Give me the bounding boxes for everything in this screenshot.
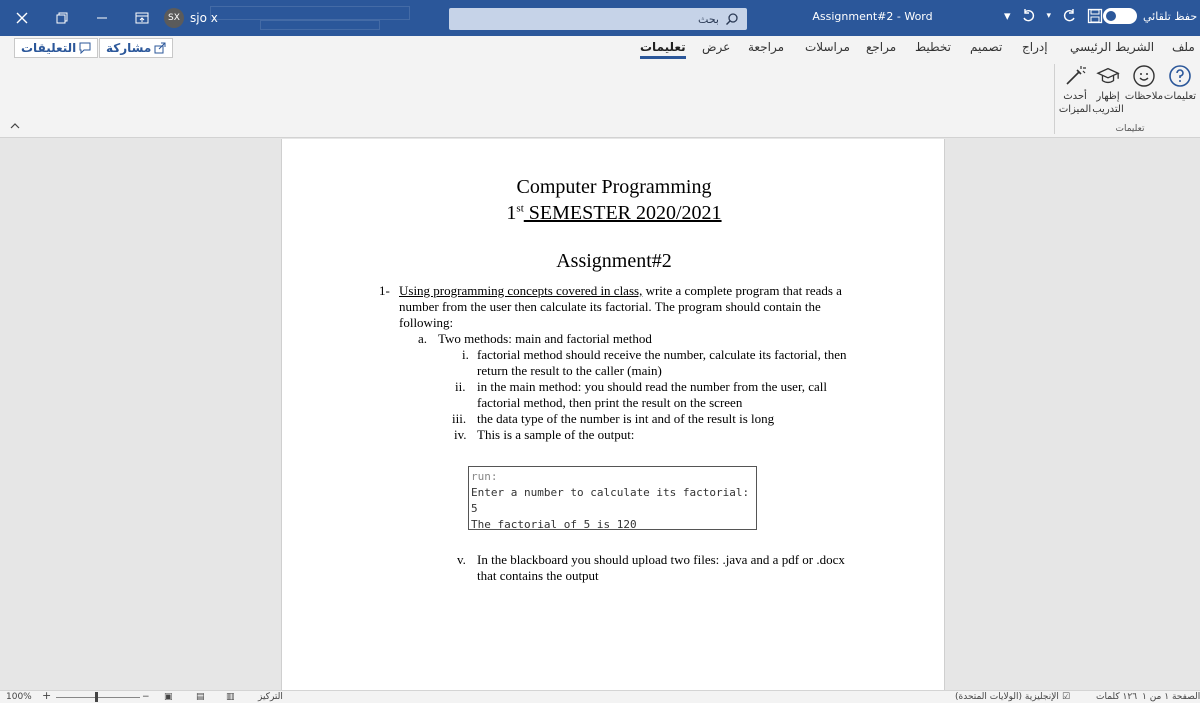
item-ii-line1: in the main method: you should read the number from the user, call [477,379,828,394]
quick-access-toolbar [1004,8,1103,24]
item-i-line1: factorial method should receive the number, calculate its factorial, then [477,347,847,362]
ribbon-display-options-button[interactable] [124,0,160,36]
feedback-label: ملاحظات [1124,91,1164,102]
comment-icon [79,42,91,54]
doc-title-line2 [282,202,946,225]
semester-text: SEMESTER 2020/2021 [523,202,722,224]
tab-layout[interactable]: تخطيط [915,40,951,54]
tab-file[interactable]: ملف [1172,40,1195,54]
close-button[interactable] [0,0,44,36]
tab-home[interactable]: الشريط الرئيسي [1070,40,1155,54]
tab-insert[interactable]: إدراج [1022,40,1048,54]
decorative-pattern [260,20,380,30]
document-page[interactable] [281,139,945,690]
ribbon-tabs [0,36,1200,60]
collapse-ribbon-button[interactable] [10,120,20,133]
save-icon[interactable] [1087,8,1103,24]
undo-icon[interactable] [1021,9,1037,23]
question-line-1 [399,283,842,299]
word-count[interactable]: ١٢٦ كلمات [1096,692,1138,702]
focus-button[interactable]: التركيز [258,692,283,702]
page-number[interactable]: الصفحة ١ من ١ [1142,692,1200,702]
item-i-label: i. [462,347,469,362]
proofing-icon[interactable]: ☑ [1062,692,1071,702]
question-number: 1- [379,283,390,298]
semester-ordinal: 1 [506,202,517,224]
chevron-up-icon [10,122,20,130]
item-iv-text: This is a sample of the output: [477,427,635,442]
semester-ordinal-suffix: st [516,202,524,215]
customize-qat-icon[interactable]: ▾ [1004,8,1011,24]
code-line: run: [471,470,498,483]
item-iii-label: iii. [452,411,467,426]
question-line-1-rest: write a complete program that reads a [642,283,842,298]
autosave-label: حفظ تلقائي [1143,9,1198,23]
share-label: مشاركة [106,41,152,55]
tab-review[interactable]: مراجعة [748,40,785,54]
account-button[interactable] [164,8,218,28]
item-v-line1: In the blackboard you should upload two files: .java and a pdf or .docx [477,552,845,567]
search-icon [725,12,739,26]
ribbon-panel [0,60,1200,138]
code-line: 5 [471,502,478,515]
whats-new-icon [1063,64,1087,88]
question-underlined: Using programming concepts covered in class, [399,283,643,298]
undo-dropdown-icon[interactable]: ▾ [1046,11,1052,21]
minimize-icon [96,12,108,24]
item-iii-text: the data type of the number is int and of the result is long [477,411,775,426]
zoom-out-button[interactable]: − [142,692,150,702]
share-button[interactable] [99,38,173,58]
group-separator [1054,64,1055,134]
print-layout-icon[interactable]: ▤ [196,692,205,702]
item-i-line2: return the result to the caller (main) [477,363,662,378]
code-line: The factorial of 5 is 120 [471,518,637,531]
zoom-in-button[interactable]: + [42,690,52,702]
help-icon [1168,64,1192,88]
restore-button[interactable] [44,0,80,36]
redo-icon[interactable] [1061,9,1077,23]
share-icon [154,42,166,54]
decorative-pattern [210,6,410,20]
close-icon [15,11,29,25]
whats-new-label: أحدث الميزات [1058,91,1092,115]
document-title: Assignment#2 - Word [812,10,933,23]
item-ii-label: ii. [455,379,466,394]
restore-icon [56,12,68,24]
feedback-smiley-icon [1132,64,1156,88]
item-v-label: v. [457,552,466,567]
show-training-label: إظهار التدريب [1092,91,1124,115]
whats-new-button[interactable] [1055,64,1095,116]
title-bar [0,0,1200,36]
read-mode-icon[interactable]: ▥ [226,692,235,702]
status-bar [0,690,1200,703]
tab-mailings[interactable]: مراسلات [805,40,850,54]
item-a-label: a. [418,331,428,346]
web-layout-icon[interactable]: ▣ [164,692,173,702]
help-button[interactable] [1160,64,1200,103]
code-line: Enter a number to calculate its factorial: [471,486,750,499]
item-a-text: Two methods: main and factorial method [438,331,652,346]
tab-view[interactable]: عرض [702,40,731,54]
assignment-heading: Assignment#2 [556,250,672,272]
feedback-button[interactable] [1124,64,1164,103]
item-v-line2: that contains the output [477,568,599,583]
autosave-toggle[interactable] [1103,8,1197,24]
minimize-button[interactable] [84,0,120,36]
question-line-3: following: [399,315,454,330]
tab-help[interactable]: تعليمات [640,40,686,54]
item-ii-line2: factorial method, then print the result on the screen [477,395,743,410]
tab-references[interactable]: مراجع [866,40,897,54]
comments-button[interactable] [14,38,98,58]
ribbon-display-icon [135,12,149,24]
toggle-switch[interactable] [1103,8,1137,24]
document-canvas[interactable] [0,139,1200,690]
comments-label: التعليقات [21,41,77,55]
user-name: sjo x [190,11,218,25]
doc-title-line1: Computer Programming [516,176,712,198]
search-box[interactable] [449,8,747,30]
search-label: بحث [698,12,719,26]
item-iv-label: iv. [454,427,467,442]
tab-design[interactable]: تصميم [970,40,1003,54]
sample-output-box [468,466,757,530]
avatar: SX [164,8,184,28]
question-line-2: number from the user then calculate its factorial. The program should contain the [399,299,821,314]
help-group-label: تعليمات [1115,124,1145,134]
training-icon [1096,64,1120,88]
zoom-slider-thumb[interactable] [95,692,98,702]
zoom-slider[interactable] [56,697,140,698]
help-label: تعليمات [1163,91,1197,102]
zoom-level[interactable]: 100% [6,692,32,702]
language-indicator[interactable]: الإنجليزية (الولايات المتحدة) [955,692,1059,702]
